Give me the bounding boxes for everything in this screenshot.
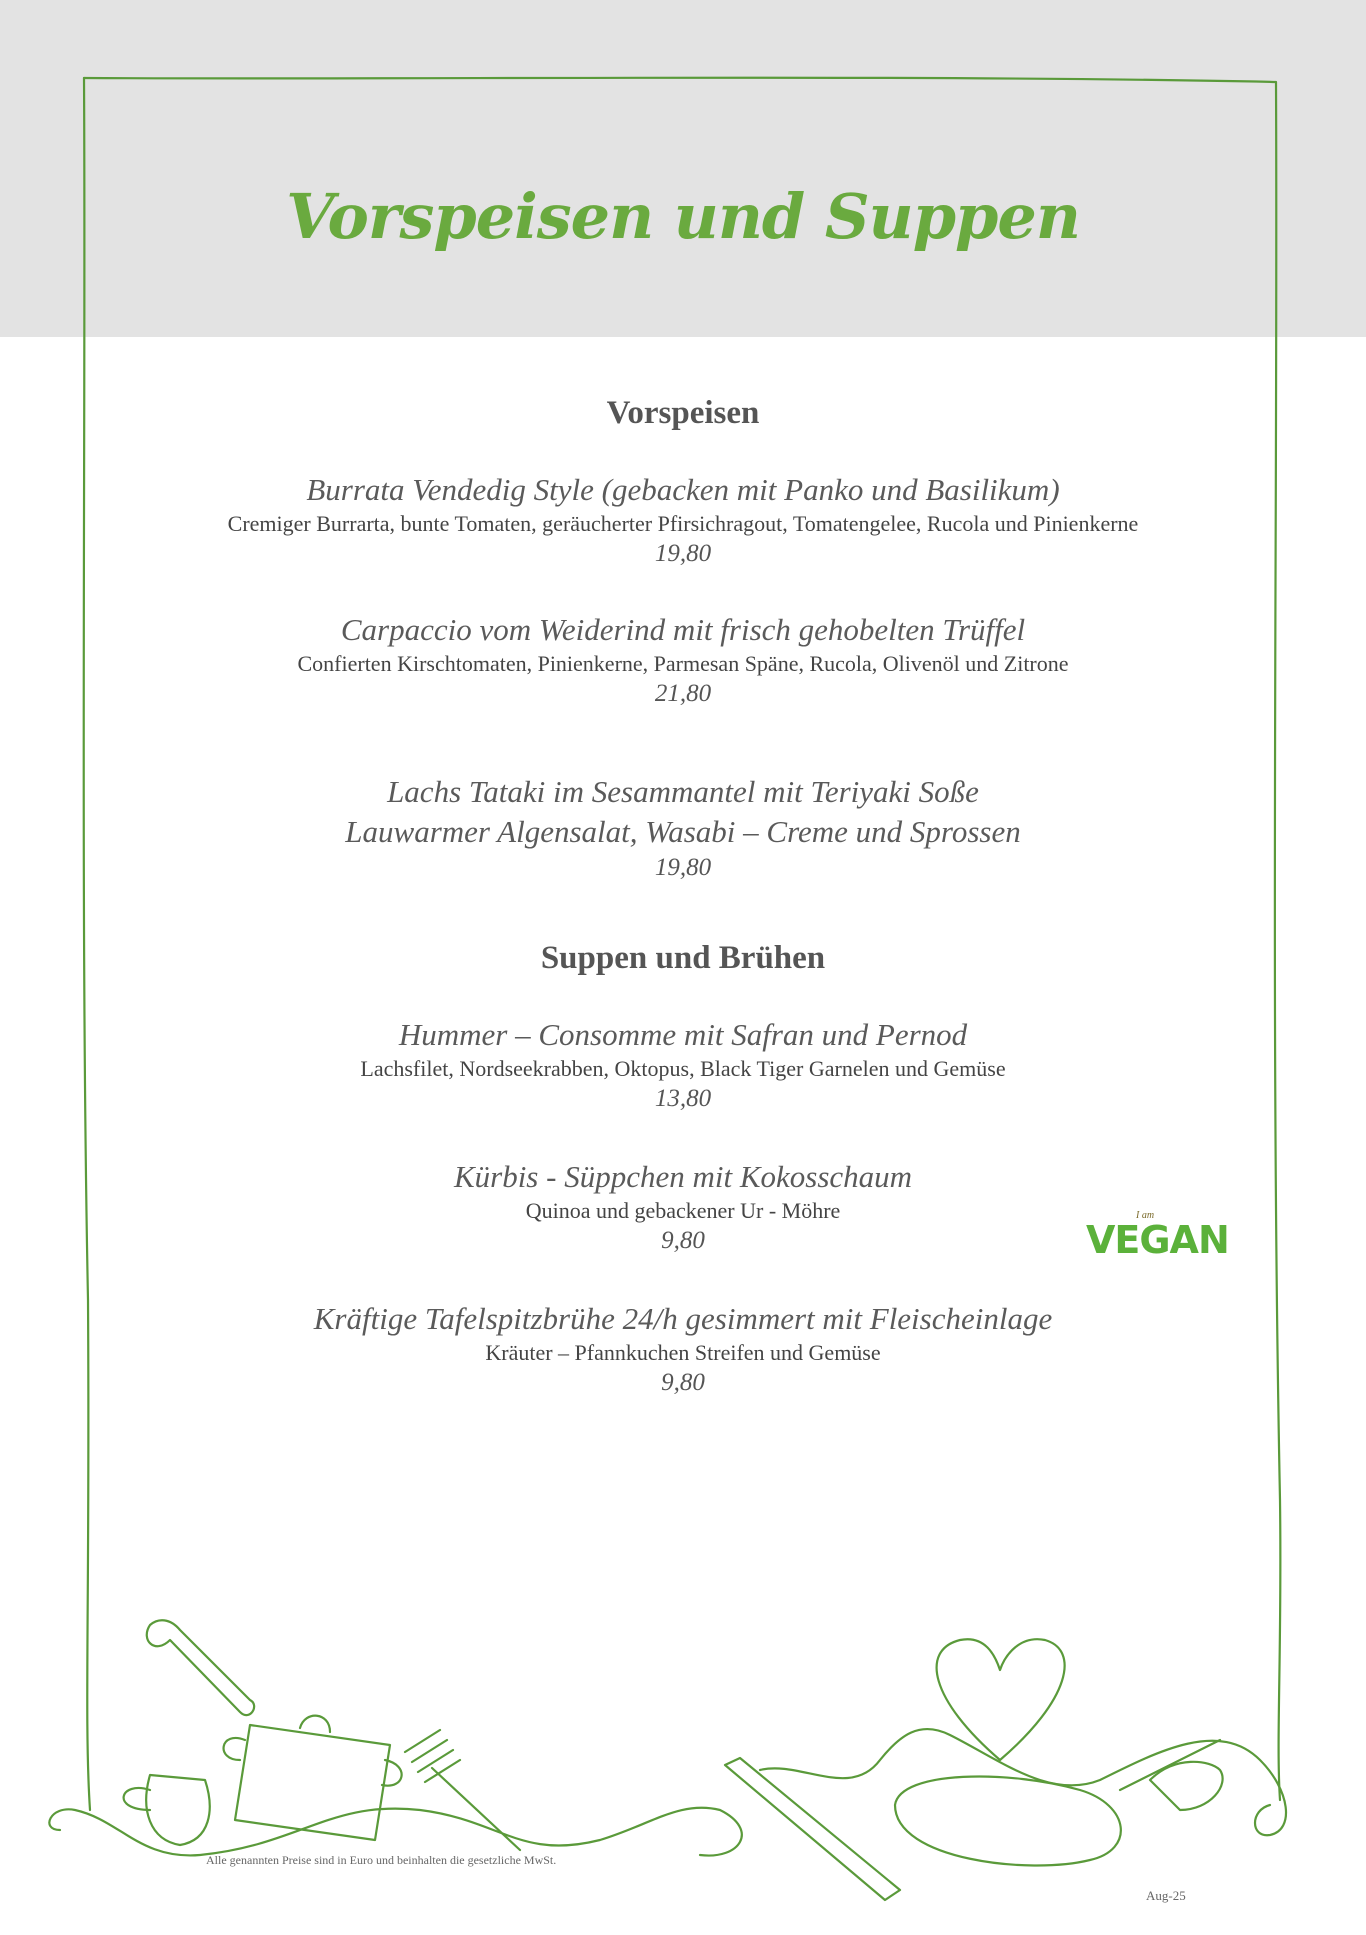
dish-price: 9,80 [661, 1227, 705, 1254]
dish-name: Burrata Vendedig Style (gebacken mit Panko und Basilikum) [306, 472, 1060, 507]
price-note: Alle genannten Preise sind in Euro und beinhalten die gesetzliche MwSt. [206, 1853, 557, 1867]
pot-icon [224, 1716, 402, 1840]
dish-description: Cremiger Burrarta, bunte Tomaten, geräucherter Pfirsichragout, Tomatengelee, Rucola und Pinienkerne [227, 511, 1139, 536]
heart-icon [937, 1639, 1065, 1760]
vegan-badge [1086, 1210, 1229, 1262]
knife-icon [725, 1758, 900, 1900]
dish-price: 9,80 [661, 1369, 705, 1396]
section-title-suppen: Suppen und Brühen [540, 940, 826, 976]
dish-item [100, 1015, 1266, 1115]
menu-date: Aug-25 [1146, 1888, 1186, 1903]
dish-item [100, 470, 1266, 570]
vegan-badge-text: VEGAN [1086, 1218, 1229, 1262]
vegan-badge-small: I am [1136, 1210, 1155, 1221]
dish-price: 13,80 [654, 1085, 712, 1112]
ladle-icon [147, 1620, 254, 1715]
dish-name: Kürbis - Süppchen mit Kokosschaum [453, 1159, 913, 1194]
dish-subtitle: Lauwarmer Algensalat, Wasabi – Creme und Sprossen [345, 814, 1021, 849]
bottom-flourish [49, 1729, 1286, 1856]
dish-item [100, 772, 1266, 884]
dish-price: 19,80 [654, 854, 712, 881]
dish-price: 19,80 [654, 540, 712, 567]
dish-description: Lachsfilet, Nordseekrabben, Oktopus, Black Tiger Garnelen und Gemüse [360, 1056, 1006, 1081]
dish-price: 21,80 [654, 680, 712, 707]
dish-item [100, 1299, 1266, 1399]
dish-name: Hummer – Consomme mit Safran und Pernod [398, 1017, 968, 1052]
pan-icon [895, 1740, 1220, 1865]
spatula-icon [1150, 1762, 1223, 1810]
dish-description: Kräuter – Pfannkuchen Streifen und Gemüse [485, 1340, 881, 1365]
dish-name: Carpaccio vom Weiderind mit frisch gehobelten Trüffel [340, 612, 1026, 647]
cup-icon [124, 1775, 210, 1845]
header-band [0, 0, 1366, 337]
section-title-vorspeisen: Vorspeisen [606, 395, 760, 431]
dish-description: Quinoa und gebackener Ur - Möhre [525, 1198, 841, 1223]
fork-icon [405, 1730, 520, 1850]
dish-description: Confierten Kirschtomaten, Pinienkerne, Parmesan Späne, Rucola, Olivenöl und Zitrone [297, 651, 1069, 676]
page-title: Vorspeisen und Suppen [286, 180, 1080, 253]
dish-name: Kräftige Tafelspitzbrühe 24/h gesimmert mit Fleischeinlage [313, 1301, 1053, 1336]
dish-item [100, 610, 1266, 710]
dish-name: Lachs Tataki im Sesammantel mit Teriyaki Soße [387, 774, 979, 809]
